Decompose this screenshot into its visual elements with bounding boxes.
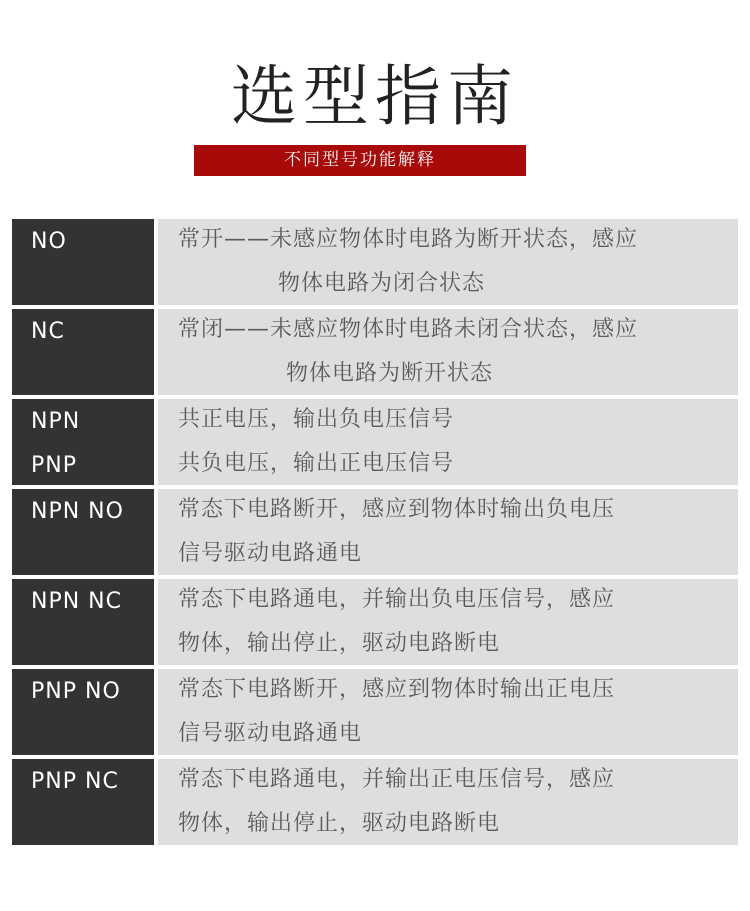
row-label-text: NPN NO xyxy=(31,499,124,524)
row-description-line: 常闭——未感应物体时电路未闭合状态，感应 xyxy=(178,317,639,342)
row-label-text: NC xyxy=(31,319,65,344)
row-description-line: 常态下电路通电，并输出正电压信号，感应 xyxy=(178,767,616,792)
row-description-line: 物体，输出停止，驱动电路断电 xyxy=(178,631,501,656)
page-title: 选型指南 xyxy=(231,58,519,135)
row-label-text: NPN xyxy=(31,409,81,434)
row-description-line: 常态下电路断开，感应到物体时输出正电压 xyxy=(178,677,616,702)
table-row-npn-pnp xyxy=(12,399,738,485)
table-row-pnp-nc xyxy=(12,759,738,845)
row-label-text: NPN NC xyxy=(31,589,122,614)
row-label-text: PNP xyxy=(31,453,77,478)
selection-guide-table xyxy=(12,219,738,849)
row-description-line: 信号驱动电路通电 xyxy=(178,721,363,746)
row-description xyxy=(158,759,738,845)
table-row-pnp-no xyxy=(12,669,738,755)
row-description xyxy=(158,669,738,755)
row-description xyxy=(158,399,738,485)
row-description-line: 常开——未感应物体时电路为断开状态，感应 xyxy=(178,227,639,252)
row-description xyxy=(158,489,738,575)
subtitle-banner: 不同型号功能解释 xyxy=(194,145,526,176)
row-description xyxy=(158,219,738,305)
table-row-npn-no xyxy=(12,489,738,575)
row-label xyxy=(12,759,154,845)
row-label xyxy=(12,399,154,485)
row-description xyxy=(158,579,738,665)
row-description-line: 共正电压，输出负电压信号 xyxy=(178,407,455,432)
table-row-npn-nc xyxy=(12,579,738,665)
row-description-line: 物体，输出停止，驱动电路断电 xyxy=(178,811,501,836)
row-label xyxy=(12,489,154,575)
row-label xyxy=(12,309,154,395)
row-label-text: PNP NO xyxy=(31,679,121,704)
row-label-text: PNP NC xyxy=(31,769,119,794)
row-label xyxy=(12,579,154,665)
table-row-no xyxy=(12,219,738,305)
row-description-line: 物体电路为断开状态 xyxy=(286,361,494,386)
row-label xyxy=(12,219,154,305)
table-row-nc xyxy=(12,309,738,395)
row-description-line: 信号驱动电路通电 xyxy=(178,541,363,566)
row-label-text: NO xyxy=(31,229,67,254)
row-description xyxy=(158,309,738,395)
row-description-line: 共负电压，输出正电压信号 xyxy=(178,451,455,476)
row-description-line: 物体电路为闭合状态 xyxy=(278,271,486,296)
row-description-line: 常态下电路通电，并输出负电压信号，感应 xyxy=(178,587,616,612)
row-label xyxy=(12,669,154,755)
row-description-line: 常态下电路断开，感应到物体时输出负电压 xyxy=(178,497,616,522)
